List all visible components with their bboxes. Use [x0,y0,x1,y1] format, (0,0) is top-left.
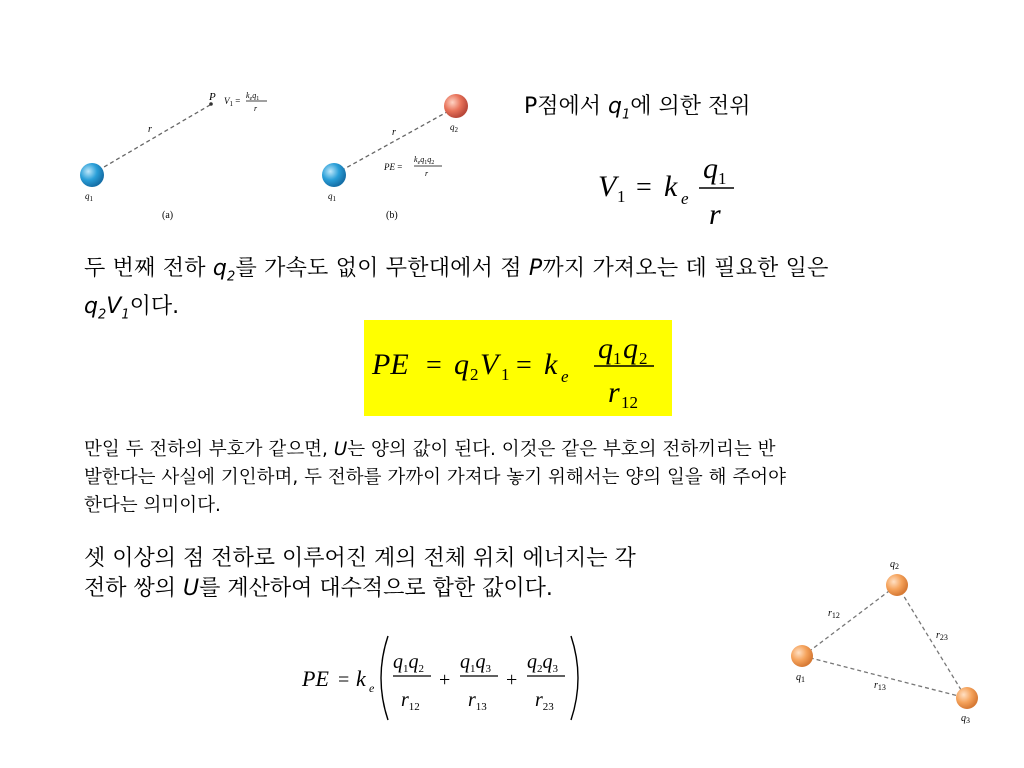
svg-text:V: V [480,348,499,381]
svg-text:+: + [506,669,518,691]
svg-text:k: k [356,666,366,691]
svg-text:q: q [454,348,469,381]
svg-text:V1 =: $V_1$ = [224,96,241,108]
svg-text:1: 1 [617,187,626,206]
separation-line [92,105,210,174]
r12-label: $r_{12}$ [828,608,840,620]
multi-charge-paragraph: 셋 이상의 점 전하로 이루어진 계의 전체 위치 에너지는 각 전하 쌍의 U를 계산하여 대수적으로 합한 값이다. [84,546,636,601]
q1-label: $q_1$ [85,191,93,203]
svg-text:=: = [516,350,532,381]
svg-text:2: 2 [639,349,648,368]
svg-text:e: e [369,681,375,695]
svg-text:r: r [709,198,721,231]
charge-q1 [80,163,104,187]
svg-text:q1q2: $q_1q_2$ [393,651,424,675]
pe-equation-box [364,320,672,416]
r-label: r [148,124,152,135]
svg-text:r13: $r_{13}$ [468,689,487,713]
charge-q2 [444,94,468,118]
svg-text:e: e [681,189,689,208]
svg-text:PE: PE [372,348,409,381]
figure-b [310,80,490,230]
pe-equation [364,320,672,416]
line-r12 [803,585,897,656]
total-pe-equation [298,630,598,726]
q2-label: $q_2$ [890,559,899,571]
svg-text:q: q [703,152,718,185]
svg-text:1: 1 [718,169,727,188]
svg-text:q2q3: $q_2q_3$ [527,651,558,675]
r23-label: $r_{23}$ [936,630,948,642]
pe-formula [383,155,442,178]
potential-formula [224,91,267,113]
q2-label: $q_2$ [450,122,458,134]
q1-label: $q_1$ [796,672,805,684]
svg-text:k: k [664,170,678,203]
svg-text:1: 1 [501,365,510,384]
q3-label: $q_3$ [961,713,970,725]
svg-text:=: = [636,172,652,203]
svg-text:r12: $r_{12}$ [401,689,420,713]
svg-text:12: 12 [621,393,638,412]
svg-text:V: V [598,170,617,203]
charge-q1 [322,163,346,187]
svg-text:2: 2 [470,365,479,384]
r-label: r [392,127,396,138]
svg-text:q: q [598,332,613,365]
figure-a [70,80,290,230]
svg-text:+: + [439,669,451,691]
svg-text:PE =: PE = [384,162,403,172]
line-r23 [897,585,966,698]
sign-paragraph: 만일 두 전하의 부호가 같으면, U는 양의 값이 된다. 이것은 같은 부호의 전하끼리는 반 발한다는 사실에 기인하며, 두 전하를 가까이 가져다 놓기 위해서는 양의 일을 해 주어야 한다는 의미이다. [84,439,786,516]
potential-heading: P점에서 $q_1$에 의한 전위 [524,94,751,123]
r13-label: $r_{13}$ [874,680,886,692]
charge-q1 [791,645,813,667]
charge-q2 [886,574,908,596]
svg-text:=: = [426,350,442,381]
point-p-label: P [209,91,216,103]
svg-text:r: r [608,376,620,409]
svg-text:r: r [254,104,258,113]
svg-text:q1q3: $q_1q_3$ [460,651,491,675]
work-paragraph: 두 번째 전하 $q_2$를 가속도 없이 무한대에서 점 P까지 가져오는 데 필요한 일은 $q_2V_1$이다. [84,256,829,323]
caption-a: (a) [162,210,174,221]
svg-text:e: e [561,367,569,386]
svg-text:1: 1 [613,349,622,368]
svg-text:q: q [623,332,638,365]
svg-text:r: r [425,169,429,178]
svg-text:PE: PE [302,666,329,691]
svg-text:=: = [338,669,350,691]
three-charge-figure [780,550,990,730]
svg-text:k: k [544,348,558,381]
svg-text:keq1: $k_eq_1$ [246,91,260,102]
potential-equation [594,148,744,232]
svg-text:r23: $r_{23}$ [535,689,554,713]
caption-b: (b) [386,210,398,221]
charge-q3 [956,687,978,709]
svg-text:keq1q2: $k_eq_1q_2$ [414,155,435,166]
q1-label: $q_1$ [328,191,336,203]
